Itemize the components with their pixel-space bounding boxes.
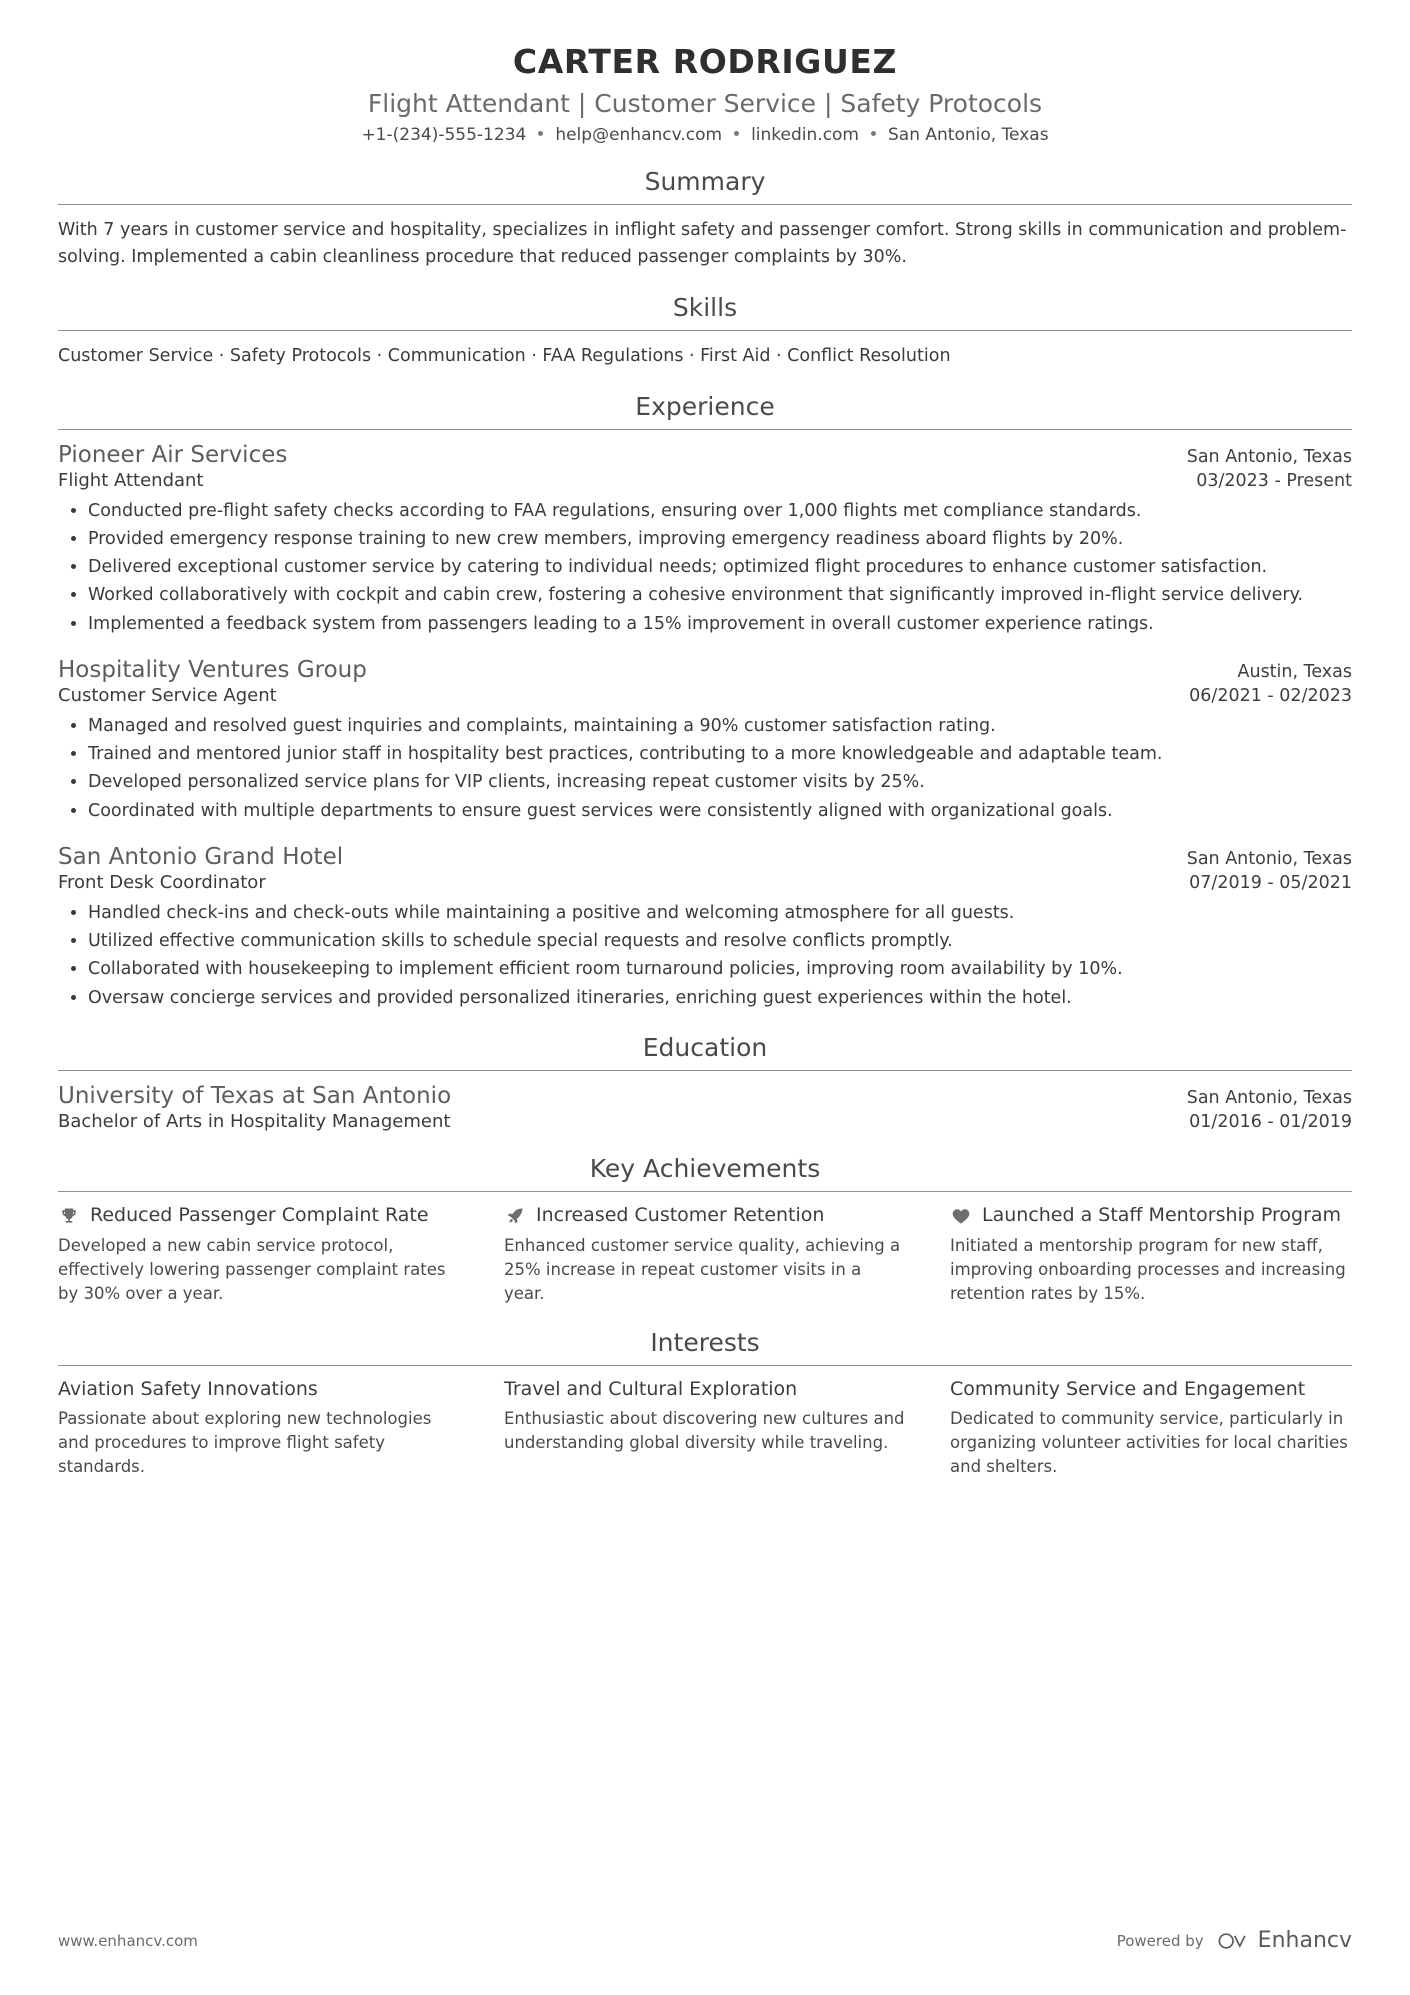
- skills-list: Customer Service · Safety Protocols · Communication · FAA Regulations · First Aid · Conflict Resolution: [58, 346, 951, 367]
- experience-bullet: • Developed personalized service plans for VIP clients, increasing repeat customer visits by 25%.: [88, 769, 1352, 795]
- experience-bullets: [58, 498, 1352, 637]
- section-achievements: [58, 1154, 1352, 1306]
- experience-bullet: • Provided emergency response training to new crew members, improving emergency readiness aboard flights by 20%.: [88, 526, 1352, 552]
- experience-dates: 03/2023 - Present: [1196, 470, 1352, 491]
- section-divider: [58, 1191, 1352, 1192]
- section-summary: [58, 167, 1352, 271]
- interest-title: Community Service and Engagement: [950, 1377, 1306, 1400]
- experience-company: San Antonio Grand Hotel: [58, 843, 344, 870]
- education-item: [58, 1083, 1352, 1132]
- achievement-item: [950, 1204, 1352, 1306]
- section-divider: [58, 330, 1352, 331]
- experience-bullet: • Delivered exceptional customer service by catering to individual needs; optimized flight procedures to enhance customer satisfaction.: [88, 554, 1352, 580]
- section-title-achievements: Key Achievements: [589, 1153, 821, 1183]
- summary-text: With 7 years in customer service and hospitality, specializes in inflight safety and passenger comfort. Strong skills in communication and problem-solving. Implemented a cabin cleanliness procedure that reduced passenger complaints by 30%.: [58, 220, 1347, 268]
- page-footer: [58, 1928, 1352, 1953]
- experience-location: San Antonio, Texas: [1186, 848, 1352, 869]
- experience-role: Flight Attendant: [58, 469, 204, 491]
- experience-bullet: • Trained and mentored junior staff in hospitality best practices, contributing to a more knowledgeable and adaptable team.: [88, 741, 1352, 767]
- section-divider: [58, 1070, 1352, 1071]
- experience-location: Austin, Texas: [1237, 661, 1352, 682]
- education-dates: 01/2016 - 01/2019: [1189, 1111, 1352, 1132]
- contact-email[interactable]: help@enhancv.com: [555, 125, 723, 145]
- section-title-interests: Interests: [650, 1327, 760, 1357]
- interest-item: [950, 1378, 1352, 1480]
- section-divider: [58, 204, 1352, 205]
- interest-description: Enthusiastic about discovering new cultures and understanding global diversity while traveling.: [504, 1409, 905, 1453]
- heart-icon: [950, 1204, 972, 1228]
- experience-bullets: [58, 713, 1352, 824]
- separator-dot-icon: [538, 131, 543, 136]
- interest-item: [504, 1378, 906, 1480]
- achievement-title: Launched a Staff Mentorship Program: [982, 1203, 1342, 1226]
- education-school: University of Texas at San Antonio: [58, 1082, 452, 1109]
- interest-title: Travel and Cultural Exploration: [504, 1377, 798, 1400]
- experience-bullet: • Coordinated with multiple departments to ensure guest services were consistently aligned with organizational goals.: [88, 798, 1352, 824]
- experience-company: Hospitality Ventures Group: [58, 656, 367, 683]
- powered-by-label: Powered by: [1116, 1931, 1204, 1950]
- achievement-description: Developed a new cabin service protocol, effectively lowering passenger complaint rates by 30% over a year.: [58, 1235, 446, 1303]
- experience-item: [58, 844, 1352, 1011]
- experience-bullet: • Worked collaboratively with cockpit and cabin crew, fostering a cohesive environment that significantly improved in-flight service delivery.: [88, 582, 1352, 608]
- section-divider: [58, 429, 1352, 430]
- achievement-title: Reduced Passenger Complaint Rate: [90, 1203, 429, 1226]
- contact-location: San Antonio, Texas: [888, 125, 1049, 145]
- experience-location: San Antonio, Texas: [1186, 446, 1352, 467]
- experience-item: [58, 442, 1352, 637]
- separator-dot-icon: [871, 131, 876, 136]
- achievement-item: [58, 1204, 460, 1306]
- interest-item: [58, 1378, 460, 1480]
- trophy-icon: [58, 1204, 80, 1228]
- experience-company: Pioneer Air Services: [58, 441, 288, 468]
- experience-dates: 07/2019 - 05/2021: [1189, 872, 1352, 893]
- contact-row: [58, 125, 1352, 145]
- experience-role: Front Desk Coordinator: [58, 871, 266, 893]
- interest-description: Dedicated to community service, particularly in organizing volunteer activities for local charities and shelters.: [950, 1409, 1348, 1477]
- achievement-item: [504, 1204, 906, 1306]
- interest-description: Passionate about exploring new technologies and procedures to improve flight safety standards.: [58, 1409, 432, 1477]
- experience-bullet: • Managed and resolved guest inquiries and complaints, maintaining a 90% customer satisfaction rating.: [88, 713, 1352, 739]
- experience-role: Customer Service Agent: [58, 684, 277, 706]
- experience-bullets: [58, 900, 1352, 1011]
- education-location: San Antonio, Texas: [1186, 1087, 1352, 1108]
- section-divider: [58, 1365, 1352, 1366]
- section-title-summary: Summary: [644, 167, 766, 196]
- contact-linkedin[interactable]: linkedin.com: [751, 125, 859, 145]
- experience-bullet: • Implemented a feedback system from passengers leading to a 15% improvement in overall customer experience ratings.: [88, 611, 1352, 637]
- section-skills: [58, 293, 1352, 369]
- separator-dot-icon: [734, 131, 739, 136]
- section-title-education: Education: [642, 1032, 768, 1062]
- contact-phone: +1-(234)-555-1234: [361, 125, 527, 145]
- achievement-description: Enhanced customer service quality, achieving a 25% increase in repeat customer visits in a year.: [504, 1235, 901, 1303]
- resume-header: [58, 42, 1352, 145]
- candidate-name: CARTER RODRIGUEZ: [512, 42, 898, 81]
- brand-name: Enhancv: [1257, 1928, 1352, 1953]
- candidate-headline: Flight Attendant | Customer Service | Safety Protocols: [367, 89, 1043, 118]
- education-degree: Bachelor of Arts in Hospitality Management: [58, 1110, 451, 1132]
- experience-item: [58, 657, 1352, 824]
- experience-dates: 06/2021 - 02/2023: [1189, 685, 1352, 706]
- section-education: [58, 1033, 1352, 1132]
- section-experience: [58, 392, 1352, 1011]
- enhancv-logo: [1216, 1928, 1352, 1953]
- interest-title: Aviation Safety Innovations: [58, 1377, 318, 1400]
- achievement-title: Increased Customer Retention: [536, 1203, 825, 1226]
- section-interests: [58, 1328, 1352, 1480]
- footer-branding: [1117, 1928, 1352, 1953]
- footer-website[interactable]: www.enhancv.com: [58, 1931, 198, 1950]
- rocket-icon: [504, 1204, 526, 1228]
- section-title-skills: Skills: [672, 293, 738, 323]
- experience-bullet: • Utilized effective communication skills to schedule special requests and resolve conflicts promptly.: [88, 928, 1352, 954]
- experience-bullet: • Handled check-ins and check-outs while maintaining a positive and welcoming atmosphere for all guests.: [88, 900, 1352, 926]
- experience-bullet: • Conducted pre-flight safety checks according to FAA regulations, ensuring over 1,000 flights met compliance standards.: [88, 498, 1352, 524]
- achievement-description: Initiated a mentorship program for new staff, improving onboarding processes and increasing retention rates by 15%.: [950, 1235, 1346, 1303]
- experience-bullet: • Collaborated with housekeeping to implement efficient room turnaround policies, improving room availability by 10%.: [88, 956, 1352, 982]
- section-title-experience: Experience: [635, 391, 775, 421]
- experience-bullet: • Oversaw concierge services and provided personalized itineraries, enriching guest experiences within the hotel.: [88, 985, 1352, 1011]
